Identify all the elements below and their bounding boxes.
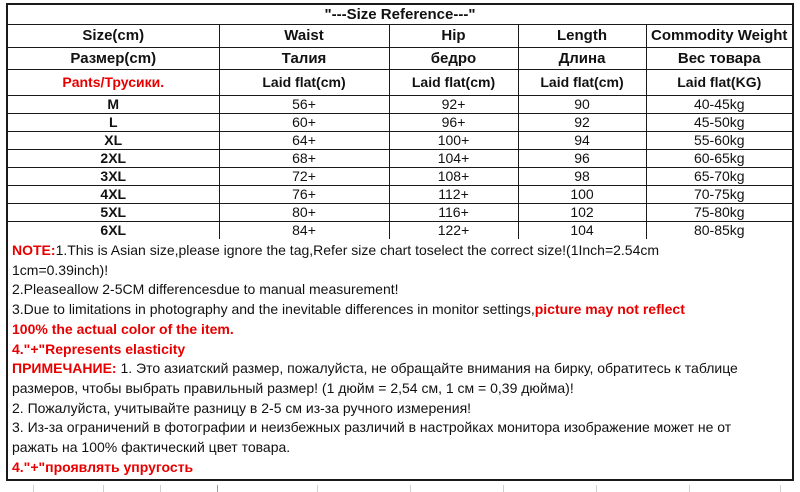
- category-label: Pants/Трусики.: [8, 69, 219, 95]
- table-row-l: [8, 113, 792, 131]
- col-header-hip: Hip: [389, 25, 518, 47]
- hip-cell: 104+: [389, 149, 518, 167]
- sheet-title: "---Size Reference---": [8, 5, 792, 25]
- waist-cell: 60+: [219, 113, 389, 131]
- waist-cell: 64+: [219, 131, 389, 149]
- weight-cell: 70-75kg: [646, 185, 792, 203]
- col-header-hip-ru: бедро: [389, 47, 518, 69]
- sub-header-length: Laid flat(cm): [518, 69, 646, 95]
- table-row-xl: [8, 131, 792, 149]
- table-row-m: [8, 95, 792, 113]
- table-row-3xl: [8, 167, 792, 185]
- note-warning: 4."+"Represents elasticity: [12, 340, 186, 357]
- length-cell: 102: [518, 203, 646, 221]
- col-header-length: Length: [518, 25, 646, 47]
- note-line: [12, 241, 788, 261]
- length-cell: 96: [518, 149, 646, 167]
- note-line: [12, 340, 788, 360]
- hip-cell: 112+: [389, 185, 518, 203]
- length-cell: 92: [518, 113, 646, 131]
- size-cell: 5XL: [8, 203, 219, 221]
- note-text: 1. Это азиатский размер, пожалуйста, не обращайте внимания на бирку, обратитесь к таблице: [116, 360, 738, 377]
- hip-cell: 122+: [389, 221, 518, 239]
- header-row-en: [8, 25, 792, 47]
- note-text: 2. Пожалуйста, учитывайте разницу в 2-5 см из-за ручного измерения!: [12, 399, 472, 416]
- waist-cell: 84+: [219, 221, 389, 239]
- col-header-waist: Waist: [219, 25, 389, 47]
- note-warning: picture may not reflect: [534, 301, 685, 318]
- length-cell: 90: [518, 95, 646, 113]
- header-row-sub: [8, 69, 792, 95]
- note-text: 2.Pleaseallow 2-5CM differencesdue to manual measurement!: [12, 281, 399, 298]
- note-text: ражать на 100% фактический цвет товара.: [12, 439, 291, 456]
- note-line: [12, 359, 788, 379]
- size-cell: XL: [8, 131, 219, 149]
- size-cell: 2XL: [8, 149, 219, 167]
- length-cell: 100: [518, 185, 646, 203]
- table-row-6xl: [8, 221, 792, 239]
- size-cell: 4XL: [8, 185, 219, 203]
- note-line: [12, 458, 788, 478]
- note-line: [12, 280, 788, 300]
- note-line: [12, 300, 788, 320]
- waist-cell: 72+: [219, 167, 389, 185]
- weight-cell: 55-60kg: [646, 131, 792, 149]
- note-text: размеров, чтобы выбрать правильный размер! (1 дюйм = 2,54 см, 1 см = 0,39 дюйма)!: [12, 379, 574, 396]
- size-reference-sheet: [6, 3, 794, 481]
- waist-cell: 56+: [219, 95, 389, 113]
- hip-cell: 100+: [389, 131, 518, 149]
- table-row-4xl: [8, 185, 792, 203]
- note-line: [12, 379, 788, 399]
- sub-header-waist: Laid flat(cm): [219, 69, 389, 95]
- note-line: [12, 320, 788, 340]
- size-cell: M: [8, 95, 219, 113]
- note-line: [12, 399, 788, 419]
- header-row-ru: [8, 47, 792, 69]
- note-line: [12, 261, 788, 281]
- note-text: 1.This is Asian size,please ignore the tag,Refer size chart toselect the correct size!(1Inch=2.54cm: [55, 242, 660, 258]
- col-header-size-ru: Размер(cm): [8, 47, 219, 69]
- weight-cell: 40-45kg: [646, 95, 792, 113]
- sub-header-weight: Laid flat(KG): [646, 69, 792, 95]
- weight-cell: 65-70kg: [646, 167, 792, 185]
- col-header-weight: Commodity Weight: [646, 25, 792, 47]
- weight-cell: 75-80kg: [646, 203, 792, 221]
- hip-cell: 108+: [389, 167, 518, 185]
- size-cell: L: [8, 113, 219, 131]
- note-label-ru: ПРИМЕЧАНИЕ:: [12, 360, 117, 377]
- note-warning-ru: 4."+"проявлять упругость: [12, 458, 194, 475]
- note-line: [12, 418, 788, 438]
- size-cell: 6XL: [8, 221, 219, 239]
- waist-cell: 68+: [219, 149, 389, 167]
- length-cell: 98: [518, 167, 646, 185]
- col-header-waist-ru: Талия: [219, 47, 389, 69]
- sub-header-hip: Laid flat(cm): [389, 69, 518, 95]
- size-cell: 3XL: [8, 167, 219, 185]
- col-header-weight-ru: Вес товара: [646, 47, 792, 69]
- weight-cell: 60-65kg: [646, 149, 792, 167]
- col-header-size: Size(cm): [8, 25, 219, 47]
- hip-cell: 116+: [389, 203, 518, 221]
- waist-cell: 80+: [219, 203, 389, 221]
- note-line: [12, 438, 788, 458]
- waist-cell: 76+: [219, 185, 389, 203]
- spreadsheet-gridlines: [0, 484, 800, 492]
- table-row-2xl: [8, 149, 792, 167]
- length-cell: 104: [518, 221, 646, 239]
- note-text: 1cm=0.39inch)!: [12, 261, 109, 278]
- note-label: NOTE:: [12, 242, 56, 258]
- note-text: 3. Из-за ограничений в фотографии и неизбежных различий в настройках монитора изображение может не от: [12, 419, 732, 436]
- col-header-length-ru: Длина: [518, 47, 646, 69]
- length-cell: 94: [518, 131, 646, 149]
- note-text: 3.Due to limitations in photography and the inevitable differences in monitor settings,: [12, 301, 535, 318]
- table-row-5xl: [8, 203, 792, 221]
- note-warning: 100% the actual color of the item.: [12, 320, 234, 337]
- notes-block: [8, 239, 792, 479]
- hip-cell: 96+: [389, 113, 518, 131]
- weight-cell: 80-85kg: [646, 221, 792, 239]
- size-table: [8, 25, 792, 239]
- weight-cell: 45-50kg: [646, 113, 792, 131]
- hip-cell: 92+: [389, 95, 518, 113]
